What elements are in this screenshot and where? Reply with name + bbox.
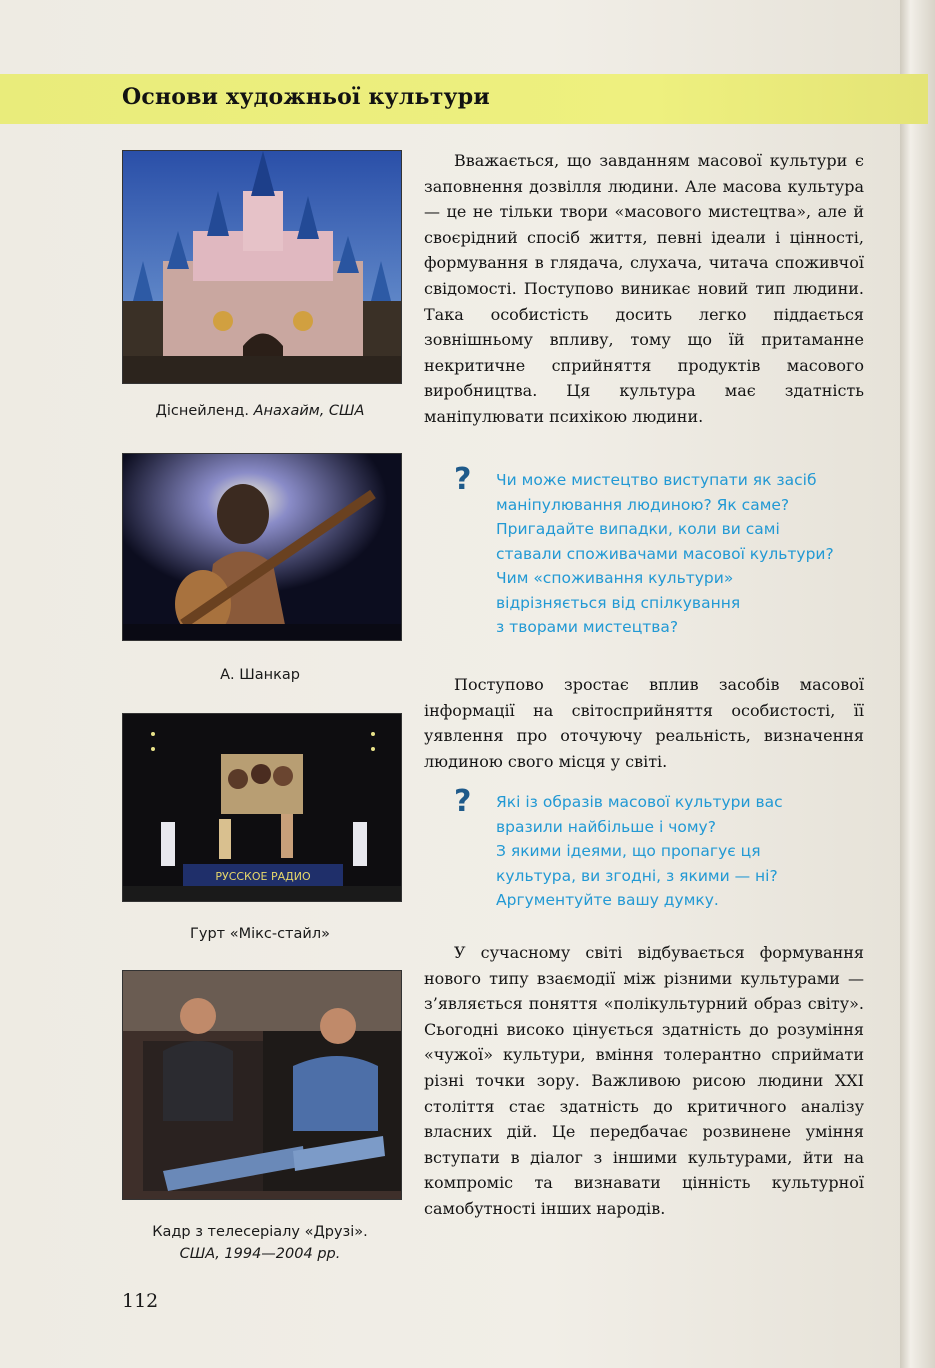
question-line: вразили найбільше і чому?: [496, 817, 716, 836]
paragraph-mass-media: [424, 672, 864, 774]
paragraph-mass-culture: [424, 148, 864, 430]
question-line: ставали споживачами масової культури?: [496, 544, 834, 563]
paragraph-multicultural: [424, 940, 864, 1222]
figure-caption: [110, 923, 410, 945]
caption-text: Кадр з телесеріалу «Друзі».: [152, 1224, 368, 1240]
disneyland-photo: [122, 150, 402, 384]
paragraph-text: У сучасному світі відбувається формування нового типу взаємодії між різними культурами — з’являється поняття «полікультурний образ світу». Сьогодні високо цінується здатність до розуміння «чужої» культури, вміння толерантно сприймати різні точки зору. Важливою рисою людини XXI століття стає здатність до критичного аналізу власних дій. Це передбачає розвинене уміння вступати в діалог з іншими культурами, йти на компроміс та визнавати цінність культурної самобутності інших народів.: [424, 943, 864, 1218]
figure-caption: [110, 400, 410, 422]
paragraph-text: Поступово зростає вплив засобів масової інформації на світосприйняття особистості, її уявлення про оточуючу реальність, визначення людиною свого місця у світі.: [424, 675, 864, 771]
question-line: Які із образів масової культури вас: [496, 793, 783, 811]
caption-text: Гурт «Мікс-стайл»: [190, 926, 330, 942]
question-line: відрізняється від спілкування: [496, 593, 741, 612]
question-line: З якими ідеями, що пропагує ця: [496, 842, 761, 860]
friends-photo: [122, 970, 402, 1200]
question-mark-icon: ?: [454, 784, 472, 819]
question-block: [454, 462, 862, 640]
question-line: Чим «споживання культури»: [496, 569, 734, 587]
question-line: культура, ви згодні, з якими — ні?: [496, 866, 778, 885]
question-line: з творами мистецтва?: [496, 618, 679, 636]
question-line: Аргументуйте вашу думку.: [496, 891, 719, 909]
caption-italic: США, 1994—2004 рр.: [179, 1246, 341, 1262]
band-photo: [122, 713, 402, 902]
question-block: [454, 784, 862, 913]
page-edge: [900, 0, 935, 1368]
question-mark-icon: ?: [454, 462, 472, 497]
figure-caption: [110, 664, 410, 686]
caption-text: А. Шанкар: [220, 667, 300, 683]
caption-italic: Анахайм, США: [253, 403, 365, 419]
shankar-photo: [122, 453, 402, 641]
figure-caption: [110, 1221, 410, 1265]
page-number: 112: [122, 1290, 159, 1312]
question-line: Чи може мистецтво виступати як засіб: [496, 471, 817, 489]
caption-text: Діснейленд.: [155, 403, 254, 419]
question-line: Пригадайте випадки, коли ви самі: [496, 520, 780, 538]
question-line: маніпулювання людиною? Як саме?: [496, 495, 790, 514]
page-header-title: Основи художньої культури: [122, 84, 490, 110]
stage-banner-text: РУССКОЕ РАДИО: [215, 870, 311, 883]
paragraph-text: Вважається, що завданням масової культури є заповнення дозвілля людини. Але масова культура — це не тільки твори «масового мистецтва», але й своєрідний спосіб життя, певні ідеали і цінності, формування в глядача, слухача, читача споживчої свідомості. Поступово виникає новий тип людини. Така особистість досить легко піддається зовнішньому впливу, тому що їй притаманне некритичне сприйняття продуктів масового виробництва. Ця культура має здатність маніпулювати психікою людини.: [424, 151, 864, 426]
